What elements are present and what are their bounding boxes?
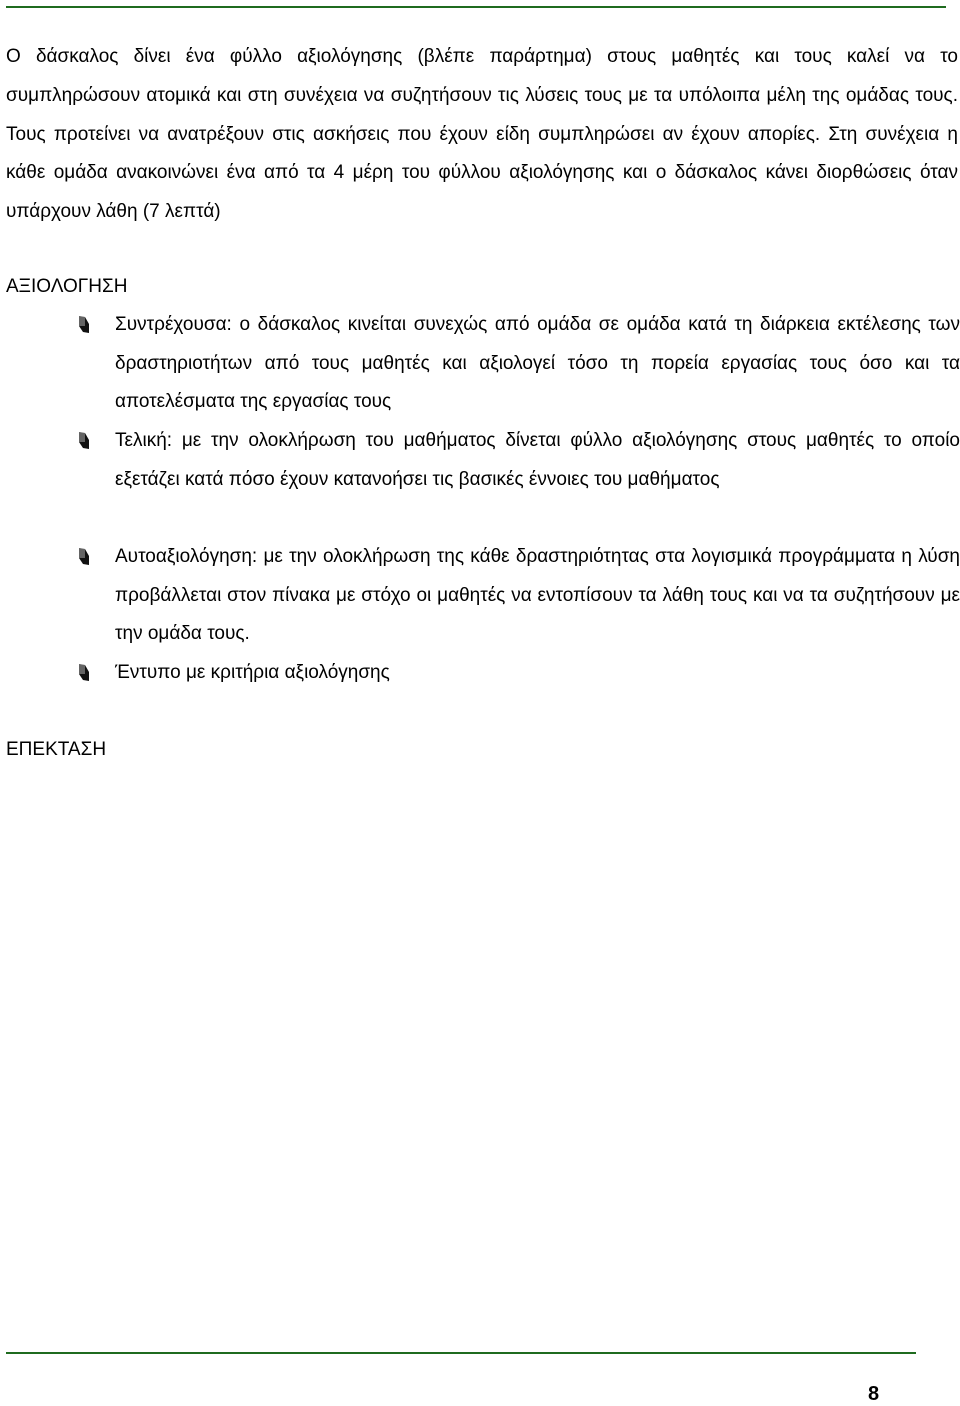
bullet-marker-icon: [79, 432, 89, 449]
extension-heading: ΕΠΕΚΤΑΣΗ: [6, 739, 107, 760]
bullet-marker-icon: [79, 316, 89, 333]
page-number: 8: [868, 1383, 880, 1405]
footer-rule: [6, 1352, 916, 1354]
evaluation-item-text: Συντρέχουσα: ο δάσκαλος κινείται συνεχώς από ομάδα σε ομάδα κατά τη διάρκεια εκτέλεσης των δραστηριοτήτων από τους μαθητές και αξιολογεί τόσο τη πορεία εργασίας τους όσο και τα αποτελέσματα της εργασίας τους: [115, 314, 960, 413]
evaluation-item-text: Τελική: με την ολοκλήρωση του μαθήματος δίνεται φύλλο αξιολόγησης στους μαθητές το οποίο εξετάζει κατά πόσο έχουν κατανοήσει τις βασικές έννοιες του μαθήματος: [115, 430, 960, 490]
evaluation-item-text: Έντυπο με κριτήρια αξιολόγησης: [115, 662, 390, 683]
intro-paragraph: Ο δάσκαλος δίνει ένα φύλλο αξιολόγησης (βλέπε παράρτημα) στους μαθητές και τους καλεί να το συμπληρώσουν ατομικά και στη συνέχεια να συζητήσουν τις λύσεις τους με τα υπόλοιπα μέλη της ομάδας τους. Τους προτείνει να ανατρέξουν στις ασκήσεις που έχουν είδη συμπληρώσει αν έχουν απορίες. Στη συνέχεια η κάθε ομάδα ανακοινώνει ένα από τα 4 μέρη του φύλλου αξιολόγησης και ο δάσκαλος κάνει διορθώσεις όταν υπάρχουν λάθη (7 λεπτά): [6, 46, 958, 223]
evaluation-item-text: Αυτοαξιολόγηση: με την ολοκλήρωση της κάθε δραστηριότητας στα λογισμικά προγράμματα η λύση προβάλλεται στον πίνακα με στόχο οι μαθητές να εντοπίσουν τα λάθη τους και να τα συζητήσουν με την ομάδα τους.: [115, 546, 960, 645]
evaluation-heading: ΑΞΙΟΛΟΓΗΣΗ: [6, 276, 128, 297]
bullet-marker-icon: [79, 548, 89, 565]
header-rule: [6, 6, 946, 8]
bullet-marker-icon: [79, 664, 89, 681]
